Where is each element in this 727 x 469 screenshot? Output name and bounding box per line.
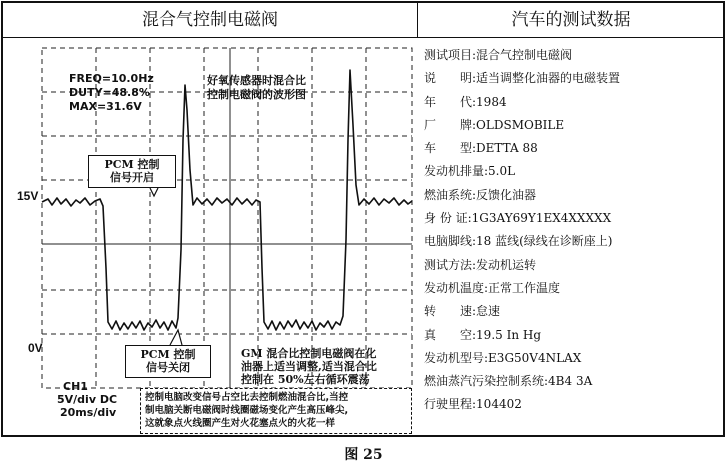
explanation-line-1: 控制电脑改变信号占空比去控制燃油混合比,当控 — [145, 392, 349, 403]
test-data-row: 发动机温度:正常工作温度 — [424, 280, 561, 295]
freq-readout: FREQ=10.0Hz — [69, 72, 154, 85]
max-readout: MAX=31.6V — [69, 100, 142, 113]
test-data-row: 年 代:1984 — [424, 94, 507, 109]
volts-per-div: 5V/div DC — [57, 393, 118, 406]
label-0v: 0V — [28, 341, 43, 355]
time-per-div: 20ms/div — [60, 406, 117, 419]
right-panel-title: 汽车的测试数据 — [417, 3, 724, 38]
test-data-row: 发动机型号:E3G50V4NLAX — [424, 350, 582, 365]
duty-readout: DUTY=48.8% — [69, 86, 150, 99]
test-data-row: 行驶里程:104402 — [424, 397, 522, 412]
annotation-line-2: 控制电磁阀的波形图 — [207, 88, 306, 101]
test-data-row: 发动机排量:5.0L — [424, 164, 516, 179]
left-panel-title: 混合气控制电磁阀 — [3, 3, 417, 38]
callout-pcm-off-line-1: PCM 控制 — [140, 348, 196, 361]
explanation-line-3: 这就象点火线圈产生对火花塞点火的火花一样 — [145, 418, 336, 429]
test-data-row: 测试项目:混合气控制电磁阀 — [424, 48, 573, 62]
test-data-row: 车 型:DETTA 88 — [424, 141, 538, 156]
callout-pcm-off — [125, 345, 211, 378]
channel-label: CH1 — [63, 380, 88, 393]
annotation-line-1: 好氧传感器时混合比 — [207, 74, 306, 87]
test-data-row: 真 空:19.5 In Hg — [424, 327, 542, 342]
callout-pcm-off-line-2: 信号关闭 — [146, 361, 190, 374]
test-data-row: 燃油蒸汽污染控制系统:4B4 3A — [424, 374, 593, 389]
figure-caption: 图 25 — [344, 447, 383, 463]
label-15v: 15V — [17, 189, 39, 203]
test-data-row: 测试方法:发动机运转 — [424, 257, 537, 272]
test-data-row: 身 份 证:1G3AY69Y1EX4XXXXX — [424, 211, 612, 226]
test-data-row: 转 速:怠速 — [424, 304, 501, 319]
gm-note-line-1: GM 混合比控制电磁阀在化 — [241, 347, 377, 360]
gm-note-line-3: 控制在 50%左右循环震荡 — [241, 373, 370, 386]
test-data-row: 说 明:适当调整化油器的电磁装置 — [424, 71, 621, 86]
test-data-list — [424, 44, 720, 417]
explanation-line-2: 制电脑关断电磁阀时线圈磁场变化产生高压峰尖, — [145, 405, 349, 416]
test-data-row: 厂 牌:OLDSMOBILE — [424, 117, 565, 132]
callout-pcm-on-line-1: PCM 控制 — [104, 158, 160, 171]
gm-note-line-2: 油器上适当调整,适当混合比 — [241, 360, 377, 373]
callout-pcm-on-line-2: 信号开启 — [110, 171, 154, 184]
explanation-note — [140, 388, 412, 434]
test-data-row: 燃油系统:反馈化油器 — [424, 187, 537, 202]
test-data-row: 电脑脚线:18 蓝线(绿线在诊断座上) — [424, 234, 613, 249]
